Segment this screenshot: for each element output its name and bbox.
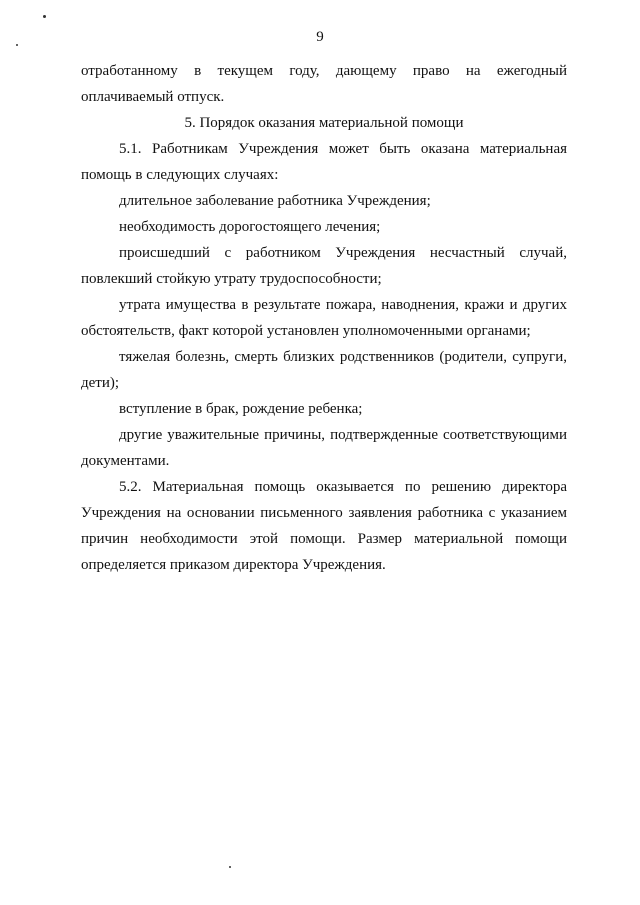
list-item: другие уважительные причины, подтвержденные соответствующими документами. xyxy=(81,427,567,469)
paragraph-continuation: отработанному в текущем году, дающему право на ежегодный оплачиваемый отпуск. xyxy=(81,63,567,105)
paragraph-5-2: 5.2. Материальная помощь оказывается по решению директора Учреждения на основании письменного заявления работника с указанием причин необходимости этой помощи. Размер материальной помощи определяется приказом директора Учреждения. xyxy=(81,479,567,573)
list-item: утрата имущества в результате пожара, наводнения, кражи и других обстоятельств, факт которой установлен уполномоченными органами; xyxy=(81,297,567,339)
list-item: тяжелая болезнь, смерть близких родственников (родители, супруги, дети); xyxy=(81,349,567,391)
scan-speck xyxy=(229,866,231,868)
list-item: вступление в брак, рождение ребенка; xyxy=(119,401,363,417)
list-item: длительное заболевание работника Учреждения; xyxy=(119,193,431,209)
paragraph-5-1: 5.1. Работникам Учреждения может быть оказана материальная помощь в следующих случаях: xyxy=(81,141,567,183)
scan-speck xyxy=(43,15,46,18)
list-item: происшедший с работником Учреждения несчастный случай, повлекший стойкую утрату трудоспособности; xyxy=(81,245,567,287)
list-item: необходимость дорогостоящего лечения; xyxy=(119,219,381,235)
section-heading: 5. Порядок оказания материальной помощи xyxy=(184,115,464,131)
page-number: 9 xyxy=(316,29,324,45)
document-body xyxy=(81,58,567,578)
